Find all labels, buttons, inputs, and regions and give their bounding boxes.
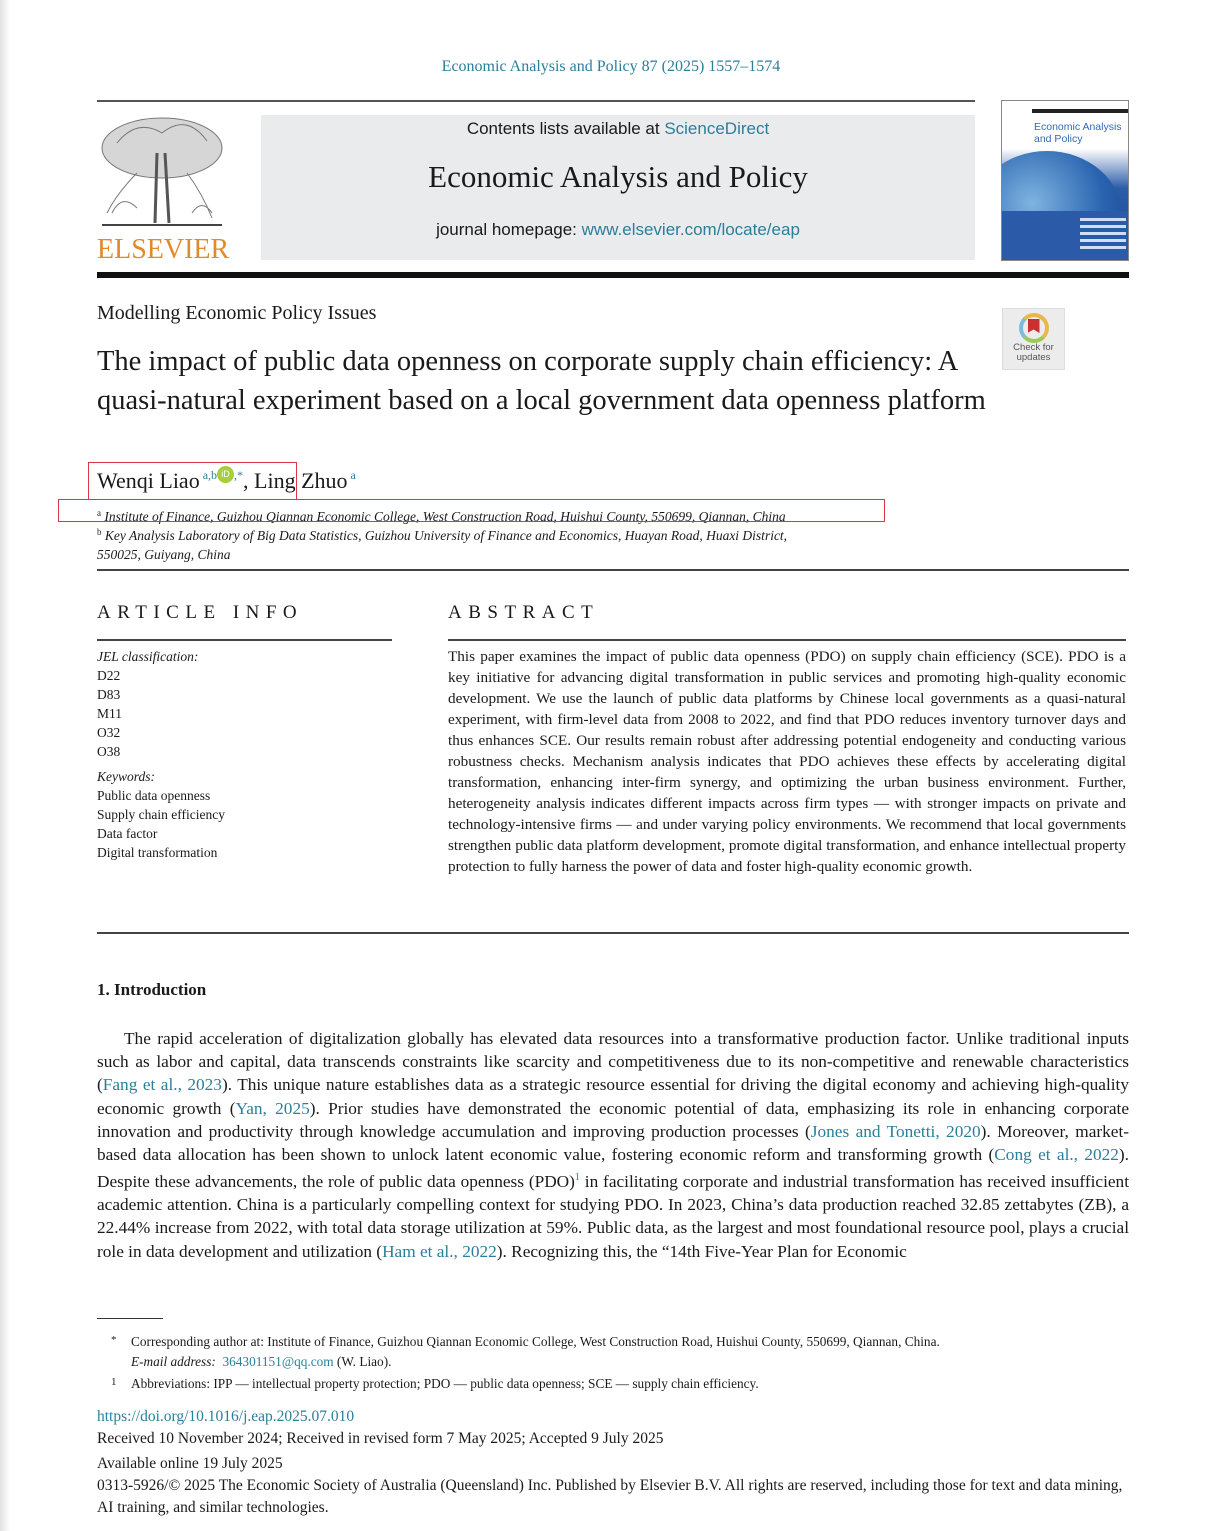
abstract-text: This paper examines the impact of public data openness (PDO) on supply chain efficiency (SCE). PDO is a key initiative for advancing digital transformation in public services and promoting high-quality economic development. We use the launch of public data platforms by Chinese local governments as a quasi-natural experiment, with firm-level data from 2008 to 2022, and find that PDO reduces inventory turnover days and thus enhances SCE. Our results remain robust after addressing potential endogeneity and conducting various robustness checks. Mechanism analysis indicates that PDO achieves these effects by accelerating digital transformation, enhancing inter-firm synergy, and optimizing the urban business environment. Further, heterogeneity analysis indicates different impacts across firm types — with stronger impacts on private and technology-intensive firms — and under varying policy environments. We recommend that local governments strengthen public data platform development, promote digital transformation, and enhance intellectual property protection to fully harness the power of data and foster high-quality economic growth. <box>448 648 1126 875</box>
affiliation-b: $^b$ Key Analysis Laboratory of Big Data Statistics, Guizhou University of Finance and Economics, Huayan Road, Huaxi District, 550025, Guiyang, China <box>97 527 788 562</box>
article-info-heading: ARTICLE INFO <box>97 602 304 623</box>
highlight-box-author <box>88 462 297 500</box>
divider <box>97 569 1129 571</box>
article-section: Modelling Economic Policy Issues <box>97 302 377 324</box>
check-for-updates-button[interactable]: Check for updates <box>1002 308 1065 370</box>
article-info-list: JEL classification: D22 D83 M11 O32 O38 Keywords: Public data openness Supply chain efficiency Data factor Digital transformation <box>97 649 225 860</box>
email-link[interactable]: 364301151@qq.com <box>222 1354 334 1369</box>
available-online: Available online 19 July 2025 <box>97 1455 283 1472</box>
journal-title: Economic Analysis and Policy <box>428 159 808 194</box>
publication-info <box>97 1406 1137 1519</box>
copyright: 0313-5926/© 2025 The Economic Society of Australia (Queensland) Inc. Published by Elsevier B.V. All rights are reserved, including those for text and data mining, AI training, and similar technologies. <box>97 1477 1123 1516</box>
contents-line: Contents lists available at ScienceDirect <box>466 119 770 138</box>
orcid-icon[interactable]: iD <box>217 466 234 483</box>
footnotes <box>111 1330 1131 1394</box>
affiliation-a: $^a$ Institute of Finance, Guizhou Qiannan Economic College, West Construction Road, Huishui County, 550699, Qiannan, China <box>97 508 786 524</box>
header-rule <box>97 272 1129 278</box>
jel-code: O38 <box>97 744 121 759</box>
abstract-heading: ABSTRACT <box>448 602 600 623</box>
cover-title: Economic Analysis and Policy <box>1034 121 1122 145</box>
citation-link[interactable]: Cong et al., 2022 <box>994 1145 1119 1165</box>
doi-link[interactable]: https://doi.org/10.1016/j.eap.2025.07.010 <box>97 1408 355 1425</box>
homepage-line: journal homepage: www.elsevier.com/locate/eap <box>436 220 800 239</box>
jel-code: D83 <box>97 687 121 702</box>
jel-code: O32 <box>97 725 121 740</box>
jel-code: M11 <box>97 706 123 721</box>
section-heading-introduction: 1. Introduction <box>97 980 207 999</box>
journal-cover-image[interactable] <box>1001 100 1129 261</box>
citation-link[interactable]: Ham et al., 2022 <box>382 1241 497 1261</box>
footnote-corresponding: * Corresponding author at: Institute of Finance, Guizhou Qiannan Economic College, West Construction Road, Huishui County, 550699, Qiannan, China. <box>111 1334 940 1349</box>
elsevier-logo[interactable] <box>97 113 232 263</box>
received-dates: Received 10 November 2024; Received in revised form 7 May 2025; Accepted 9 July 2025 <box>97 1430 664 1447</box>
journal-reference[interactable]: Economic Analysis and Policy 87 (2025) 1557–1574 <box>441 58 781 75</box>
author-list: Wenqi Liao $^{a,b iD ,*}$, Ling Zhuo $^a$ <box>97 468 356 493</box>
footnote-email: E-mail address: 364301151@qq.com (W. Liao). <box>131 1354 392 1369</box>
introduction-paragraph: The rapid acceleration of digitalization globally has elevated data resources into a transformative production factor. Unlike traditional inputs such as labor and capital, data transcends constraints like scarcity and competitiveness due to its non-competitive and renewable characteristics (Fang et al., 2023). This unique nature establishes data as a strategic resource essential for driving the digital economy and achieving high-quality economic growth (Yan, 2025). Prior studies have demonstrated the economic potential of data, emphasizing its role in enhancing corporate innovation and productivity through knowledge accumulation and improving production processes (Jones and Tonetti, 2020). Moreover, market-based data allocation has been shown to unlock latent economic value, fostering economic reform and transforming growth (Cong et al., 2022). Despite these advancements, the role of public data openness (PDO)$^1$ in facilitating corporate and industrial transformation has received insufficient academic attention. China is a particularly compelling context for studying PDO. In 2023, China’s data production reached 32.85 zettabytes (ZB), a 22.44% increase from 2022, with total data storage utilization at 59%. Public data, as the largest and most foundational resource pool, plays a crucial role in data development and utilization (Ham et al., 2022). Recognizing this, the “14th Five-Year Plan for Economic <box>97 1029 1130 1261</box>
author-name[interactable]: Wenqi Liao <box>97 468 200 493</box>
crossmark-icon <box>1019 313 1049 343</box>
footnote-1: 1 Abbreviations: IPP — intellectual property protection; PDO — public data openness; SCE — supply chain efficiency. <box>111 1376 759 1391</box>
keyword: Supply chain efficiency <box>97 807 225 822</box>
keyword: Data factor <box>97 826 158 841</box>
footnote-ref-link[interactable]: 1 <box>574 1172 580 1184</box>
jel-code: D22 <box>97 668 121 683</box>
footnote-rule <box>97 1318 163 1319</box>
elsevier-tree-icon <box>97 113 227 231</box>
highlight-box-affiliation <box>58 499 885 522</box>
keyword: Digital transformation <box>97 845 218 860</box>
sciencedirect-link[interactable]: ScienceDirect <box>664 119 770 138</box>
elsevier-wordmark: ELSEVIER <box>97 234 230 265</box>
citation-link[interactable]: Jones and Tonetti, 2020 <box>810 1121 981 1141</box>
citation-link[interactable]: Fang et al., 2023 <box>102 1075 222 1095</box>
citation-link[interactable]: Yan, 2025 <box>235 1098 310 1118</box>
divider <box>97 932 1129 934</box>
keyword: Public data openness <box>97 788 211 803</box>
page-edge <box>0 0 10 1531</box>
author-name[interactable]: Ling Zhuo <box>254 468 348 493</box>
article-title: The impact of public data openness on corporate supply chain efficiency: A quasi-natural experiment based on a local government data openness platform <box>97 346 986 416</box>
divider <box>448 639 1126 641</box>
divider <box>97 639 392 641</box>
journal-homepage-link[interactable]: www.elsevier.com/locate/eap <box>581 220 800 239</box>
divider <box>97 100 975 102</box>
journal-banner <box>261 115 975 260</box>
